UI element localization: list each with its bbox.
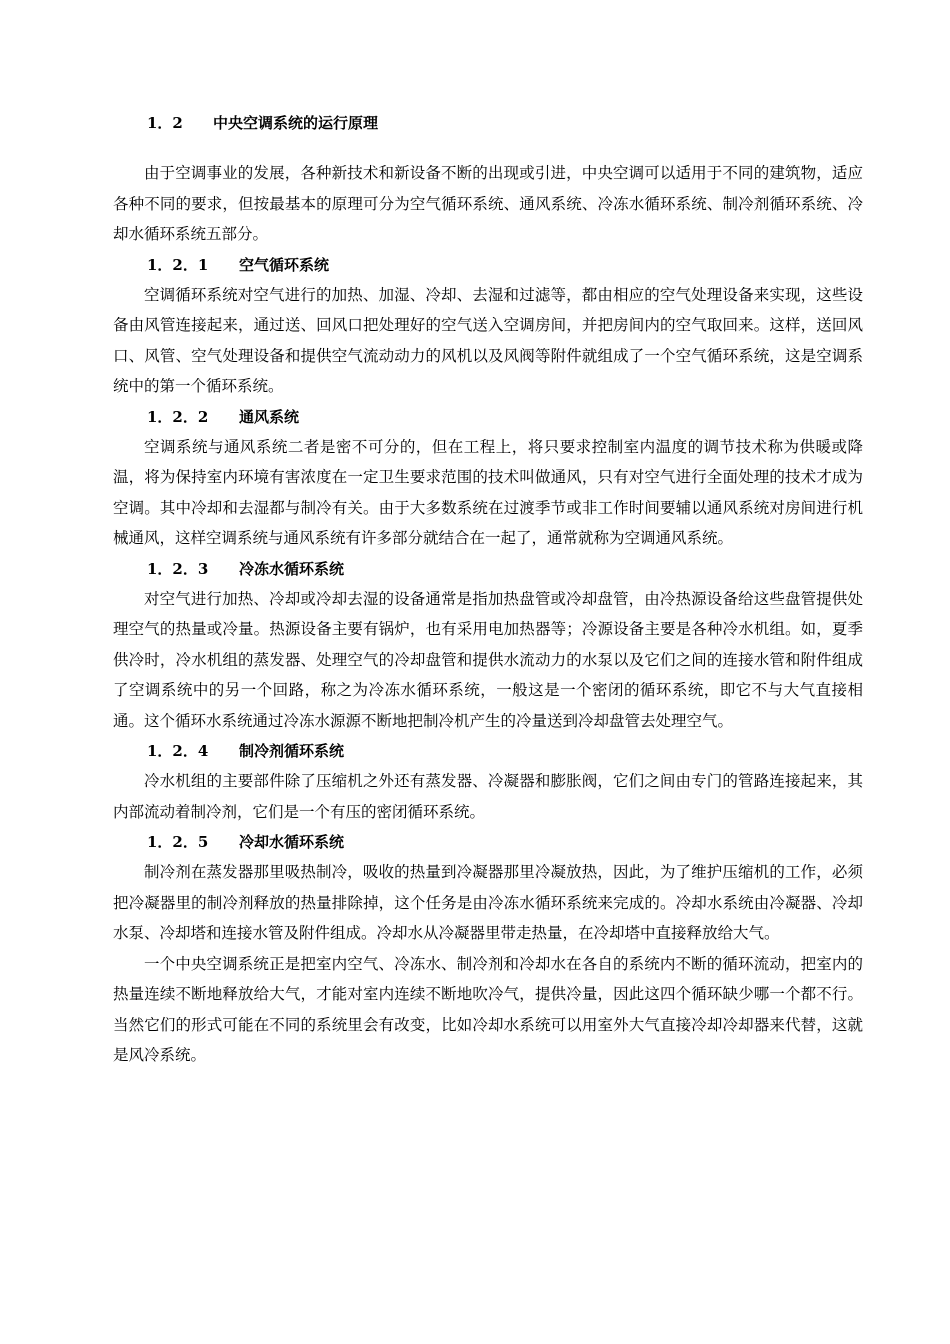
subsection-title: 冷冻水循环系统 [239,559,345,578]
intro-paragraph: 由于空调事业的发展，各种新技术和新设备不断的出现或引进，中央空调可以适用于不同的建筑物，适应各种不同的要求，但按最基本的原理可分为空气循环系统、通风系统、冷冻水循环系统、制冷剂循环系统、冷却水循环系统五部分。 [113,164,863,243]
paragraph: 空调循环系统对空气进行的加热、加湿、冷却、去湿和过滤等，都由相应的空气处理设备来实现，这些设备由风管连接起来，通过送、回风口把处理好的空气送入空调房间，并把房间内的空气取回来。这样，送回风口、风管、空气处理设备和提供空气流动动力的风机以及风阀等附件就组成了一个空气循环系统，这是空调系统中的第一个循环系统。 [113,285,863,395]
subsection-heading-5 [113,827,863,857]
subsection-heading-3 [113,554,863,584]
subsection-number: 1．2．1 [147,255,209,274]
subsection-number: 1．2．2 [147,407,209,426]
paragraph: 对空气进行加热、冷却或冷却去湿的设备通常是指加热盘管或冷却盘管，由冷热源设备给这些盘管提供处理空气的热量或冷量。热源设备主要有锅炉，也有采用电加热器等；冷源设备主要是各种冷水机组。如，夏季供冷时，冷水机组的蒸发器、处理空气的冷却盘管和提供水流动力的水泵以及它们之间的连接水管和附件组成了空调系统中的另一个回路，称之为冷冻水循环系统，一般这是一个密闭的循环系统，即它不与大气直接相通。这个循环水系统通过冷冻水源源不断地把制冷机产生的冷量送到冷却盘管去处理空气。 [113,589,863,730]
subsection-title: 制冷剂循环系统 [239,742,345,760]
document-page [113,108,863,1071]
paragraph: 制冷剂在蒸发器那里吸热制冷，吸收的热量到冷凝器那里冷凝放热，因此，为了维护压缩机的工作，必须把冷凝器里的制冷剂释放的热量排除掉，这个任务是由冷冻水循环系统来完成的。冷却水系统由冷凝器、冷却水泵、冷却塔和连接水管及附件组成。冷却水从冷凝器里带走热量，在冷却塔中直接释放给大气。 [113,863,863,942]
subsection-title: 冷却水循环系统 [239,833,345,851]
subsection-heading-1 [113,250,863,280]
subsection-title: 通风系统 [239,407,300,426]
subsection-number: 1．2．5 [147,833,209,851]
subsection-heading-4 [113,736,863,766]
subsection-heading-2 [113,402,863,432]
paragraph: 一个中央空调系统正是把室内空气、冷冻水、制冷剂和冷却水在各自的系统内不断的循环流动，把室内的热量连续不断地释放给大气，才能对室内连续不断地吹冷气，提供冷量，因此这四个循环缺少哪一个都不行。当然它们的形式可能在不同的系统里会有改变，比如冷却水系统可以用室外大气直接冷却冷却器来代替，这就是风冷系统。 [113,954,863,1064]
paragraph: 空调系统与通风系统二者是密不可分的，但在工程上，将只要求控制室内温度的调节技术称为供暖或降温，将为保持室内环境有害浓度在一定卫生要求范围的技术叫做通风，只有对空气进行全面处理的技术才成为空调。其中冷却和去湿都与制冷有关。由于大多数系统在过渡季节或非工作时间要辅以通风系统对房间进行机械通风，这样空调系统与通风系统有许多部分就结合在一起了，通常就称为空调通风系统。 [113,437,863,547]
section-title: 中央空调系统的运行原理 [213,114,379,132]
paragraph: 冷水机组的主要部件除了压缩机之外还有蒸发器、冷凝器和膨胀阀，它们之间由专门的管路连接起来，其内部流动着制冷剂，它们是一个有压的密闭循环系统。 [113,772,863,821]
subsection-number: 1．2．4 [147,742,209,760]
subsection-title: 空气循环系统 [239,255,330,274]
section-heading [113,108,863,138]
section-number: 1．2 [147,114,183,132]
subsection-number: 1．2．3 [147,559,209,578]
